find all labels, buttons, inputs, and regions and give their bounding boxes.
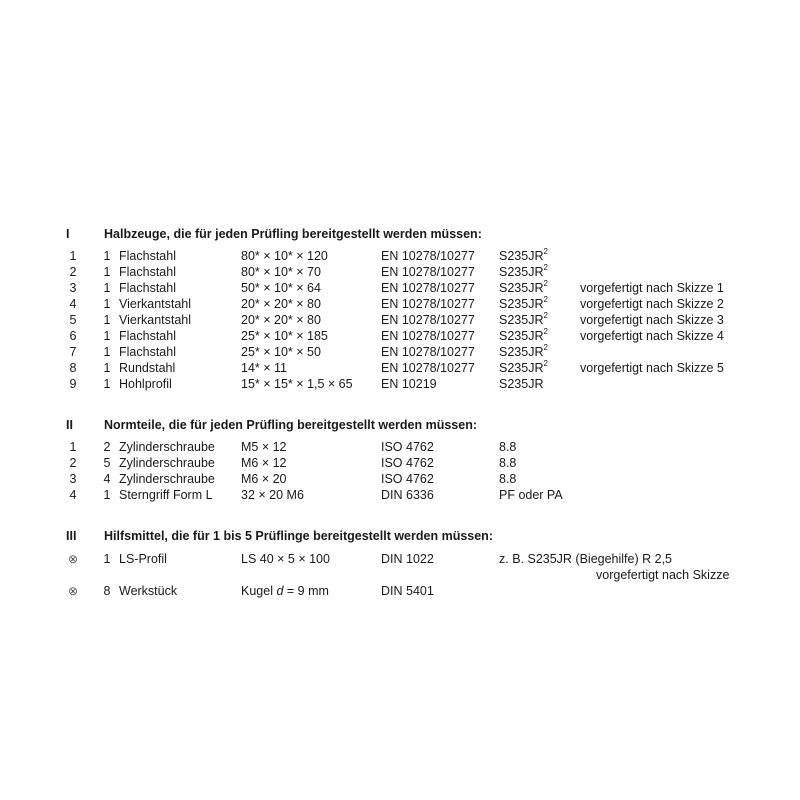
- part-name: Flachstahl: [119, 281, 176, 295]
- part-name: Vierkantstahl: [119, 297, 192, 311]
- material: [499, 344, 548, 360]
- part-name: Hohlprofil: [119, 377, 172, 391]
- dimensions-suffix: = 9 mm: [283, 584, 329, 598]
- quantity: 1: [103, 313, 111, 327]
- section-3-title: Hilfsmittel, die für 1 bis 5 Prüflinge bereitgestellt werden müssen:: [104, 529, 493, 543]
- dimensions: 20* × 20* × 80: [241, 297, 321, 311]
- table-row: [0, 455, 800, 471]
- pos-number: 6: [69, 329, 77, 343]
- dimensions: 50* × 10* × 64: [241, 281, 321, 295]
- material-label: S235JR: [499, 345, 544, 359]
- standard: ISO 4762: [381, 456, 434, 470]
- circled-times-icon: ⊗: [67, 552, 79, 566]
- pos-number: 4: [69, 488, 77, 502]
- material: 8.8: [499, 456, 517, 470]
- standard: EN 10278/10277: [381, 345, 475, 359]
- quantity: 1: [103, 488, 111, 502]
- standard: DIN 5401: [381, 584, 434, 598]
- part-name: Flachstahl: [119, 345, 176, 359]
- dimensions: 15* × 15* × 1,5 × 65: [241, 377, 353, 391]
- standard: EN 10278/10277: [381, 281, 475, 295]
- pos-number: 5: [69, 313, 77, 327]
- note: z. B. S235JR (Biegehilfe) R 2,5: [499, 552, 672, 566]
- footnote-mark: 2: [543, 342, 548, 352]
- quantity: 1: [103, 265, 111, 279]
- footnote-mark: 2: [543, 326, 548, 336]
- material: [499, 360, 548, 376]
- material-label: S235JR: [499, 329, 544, 343]
- table-row: [0, 248, 800, 264]
- dimensions: LS 40 × 5 × 100: [241, 552, 330, 566]
- part-name: Werkstück: [119, 584, 178, 598]
- quantity: 1: [103, 552, 111, 566]
- material: PF oder PA: [499, 488, 563, 502]
- quantity: 1: [103, 281, 111, 295]
- section-1-number: I: [66, 227, 70, 241]
- dimensions: 80* × 10* × 70: [241, 265, 321, 279]
- material-label: S235JR: [499, 265, 544, 279]
- pos-number: 8: [69, 361, 77, 375]
- part-name: Rundstahl: [119, 361, 176, 375]
- part-name: Zylinderschraube: [119, 440, 215, 454]
- part-name: LS-Profil: [119, 552, 167, 566]
- note-continuation: vorgefertigt nach Skizze: [596, 568, 730, 582]
- standard: ISO 4762: [381, 472, 434, 486]
- standard: DIN 6336: [381, 488, 434, 502]
- table-row: [0, 296, 800, 312]
- note: vorgefertigt nach Skizze 5: [580, 361, 724, 375]
- pos-number: 3: [69, 472, 77, 486]
- footnote-mark: 2: [543, 246, 548, 256]
- part-name: Sterngriff Form L: [119, 488, 213, 502]
- standard: EN 10278/10277: [381, 297, 475, 311]
- table-row: [0, 487, 800, 503]
- standard: EN 10278/10277: [381, 313, 475, 327]
- pos-number: 7: [69, 345, 77, 359]
- material: S235JR: [499, 377, 544, 391]
- table-row: [0, 360, 800, 376]
- material: 8.8: [499, 440, 517, 454]
- part-name: Flachstahl: [119, 249, 176, 263]
- standard: EN 10278/10277: [381, 249, 475, 263]
- footnote-mark: 2: [543, 278, 548, 288]
- material: [499, 312, 548, 328]
- diameter-variable: d: [276, 584, 284, 598]
- material: 8.8: [499, 472, 517, 486]
- pos-number: 2: [69, 456, 77, 470]
- material: [499, 328, 548, 344]
- part-name: Vierkantstahl: [119, 313, 192, 327]
- footnote-mark: 2: [543, 310, 548, 320]
- table-row: [0, 328, 800, 344]
- dimensions: 14* × 11: [241, 361, 287, 375]
- standard: EN 10278/10277: [381, 361, 475, 375]
- standard: EN 10219: [381, 377, 437, 391]
- quantity: 5: [103, 456, 111, 470]
- note: vorgefertigt nach Skizze 3: [580, 313, 724, 327]
- table-row: [0, 471, 800, 487]
- table-row: [0, 551, 800, 567]
- section-1-title: Halbzeuge, die für jeden Prüfling bereitgestellt werden müssen:: [104, 227, 482, 241]
- table-row: [0, 312, 800, 328]
- table-row: [0, 376, 800, 392]
- table-row: [0, 439, 800, 455]
- quantity: 1: [103, 249, 111, 263]
- dimensions: 32 × 20 M6: [241, 488, 304, 502]
- part-name: Zylinderschraube: [119, 472, 215, 486]
- table-row: [0, 264, 800, 280]
- material-label: S235JR: [499, 313, 544, 327]
- part-name: Flachstahl: [119, 265, 176, 279]
- section-2-number: II: [66, 418, 73, 432]
- quantity: 2: [103, 440, 111, 454]
- material: [499, 264, 548, 280]
- dimensions: [241, 583, 329, 599]
- material-label: S235JR: [499, 297, 544, 311]
- material: [499, 280, 548, 296]
- quantity: 8: [103, 584, 111, 598]
- part-name: Zylinderschraube: [119, 456, 215, 470]
- quantity: 1: [103, 345, 111, 359]
- section-2-title: Normteile, die für jeden Prüfling bereitgestellt werden müssen:: [104, 418, 477, 432]
- material-label: S235JR: [499, 249, 544, 263]
- pos-number: 1: [69, 440, 77, 454]
- quantity: 1: [103, 377, 111, 391]
- footnote-mark: 2: [543, 262, 548, 272]
- dimensions: 25* × 10* × 50: [241, 345, 321, 359]
- standard: ISO 4762: [381, 440, 434, 454]
- material-label: S235JR: [499, 361, 544, 375]
- dimensions: M5 × 12: [241, 440, 287, 454]
- dimensions: 20* × 20* × 80: [241, 313, 321, 327]
- table-row: [0, 280, 800, 296]
- material: [499, 248, 548, 264]
- pos-number: 1: [69, 249, 77, 263]
- dimensions: M6 × 20: [241, 472, 287, 486]
- dimensions: 80* × 10* × 120: [241, 249, 328, 263]
- table-row: [0, 344, 800, 360]
- footnote-mark: 2: [543, 294, 548, 304]
- quantity: 1: [103, 297, 111, 311]
- quantity: 4: [103, 472, 111, 486]
- pos-number: 9: [69, 377, 77, 391]
- table-row: [0, 583, 800, 599]
- pos-number: 4: [69, 297, 77, 311]
- quantity: 1: [103, 329, 111, 343]
- dimensions: M6 × 12: [241, 456, 287, 470]
- pos-number: 3: [69, 281, 77, 295]
- part-name: Flachstahl: [119, 329, 176, 343]
- note: vorgefertigt nach Skizze 4: [580, 329, 724, 343]
- standard: EN 10278/10277: [381, 265, 475, 279]
- note: vorgefertigt nach Skizze 1: [580, 281, 724, 295]
- quantity: 1: [103, 361, 111, 375]
- footnote-mark: 2: [543, 358, 548, 368]
- dimensions: 25* × 10* × 185: [241, 329, 328, 343]
- note: vorgefertigt nach Skizze 2: [580, 297, 724, 311]
- dimensions-prefix: Kugel: [241, 584, 277, 598]
- standard: EN 10278/10277: [381, 329, 475, 343]
- material-label: S235JR: [499, 281, 544, 295]
- standard: DIN 1022: [381, 552, 434, 566]
- circled-times-icon: ⊗: [67, 584, 79, 598]
- section-3-number: III: [66, 529, 77, 543]
- material: [499, 296, 548, 312]
- pos-number: 2: [69, 265, 77, 279]
